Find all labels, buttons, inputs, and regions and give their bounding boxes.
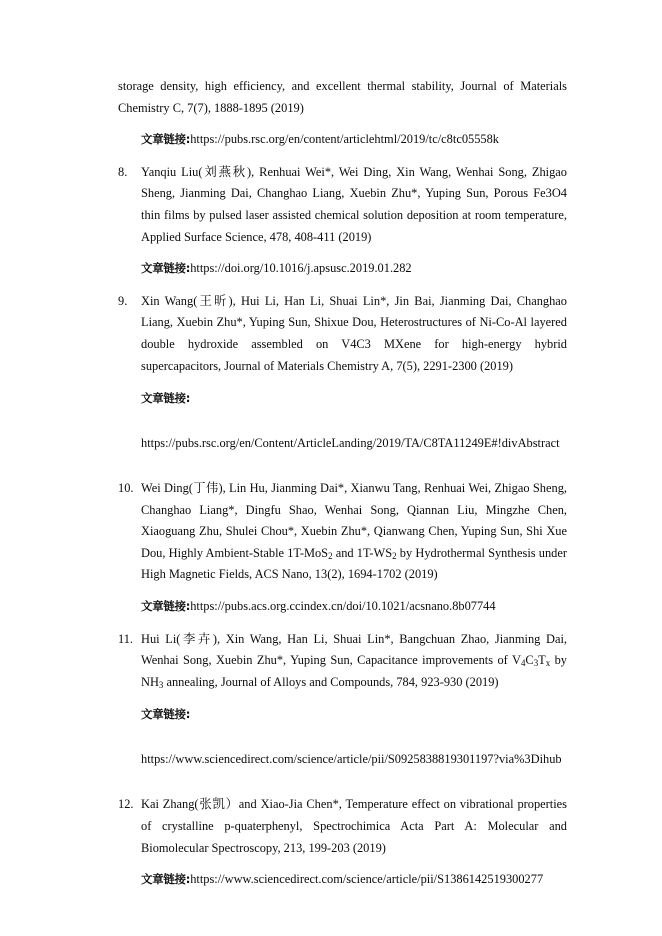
article-link-label: 文章链接 bbox=[141, 872, 186, 887]
article-link-separator: : bbox=[185, 132, 191, 147]
spacer bbox=[118, 859, 567, 869]
subscript: x bbox=[545, 658, 551, 669]
article-link-url[interactable]: https://pubs.rsc.org/en/Content/ArticleLanding/2019/TA/C8TA11249E#!divAbstract bbox=[141, 436, 560, 451]
list-item-number: 8. bbox=[118, 164, 128, 179]
spacer bbox=[118, 783, 567, 794]
document-body bbox=[118, 76, 567, 891]
list-item-text-part: C bbox=[525, 653, 534, 668]
list-item bbox=[118, 478, 567, 586]
list-item-text: Yanqiu Liu(刘燕秋), Renhuai Wei*, Wei Ding, Xin Wang, Wenhai Song, Zhigao Sheng, Jianming Dai, Changhao Liang, Xuebin Zhu*, Yuping Sun, Porous Fe3O4 thin films by pulsed laser assisted chemical solution deposition at room temperature, Applied Surface Science, 478, 408-411 (2019) bbox=[141, 164, 567, 244]
list-item-number: 9. bbox=[118, 293, 128, 308]
list-item-number: 12. bbox=[118, 797, 134, 812]
article-link-row bbox=[118, 869, 567, 891]
spacer bbox=[118, 410, 567, 421]
article-link-url[interactable]: https://pubs.acs.org.ccindex.cn/doi/10.1021/acsnano.8b07744 bbox=[190, 599, 496, 614]
article-link-url[interactable]: https://www.sciencedirect.com/science/article/pii/S0925838819301197?via%3Dihub bbox=[141, 752, 562, 767]
article-link-row bbox=[118, 258, 567, 280]
subscript: 3 bbox=[533, 658, 539, 669]
spacer bbox=[118, 377, 567, 388]
article-link-label: 文章链接 bbox=[141, 707, 186, 722]
article-link-separator: : bbox=[185, 707, 191, 722]
list-item-text-part: T bbox=[538, 653, 546, 668]
subscript: 2 bbox=[392, 551, 397, 562]
article-link-label: 文章链接 bbox=[141, 132, 186, 147]
list-item bbox=[118, 629, 567, 694]
article-link-row bbox=[118, 596, 567, 618]
list-item-text-part: annealing, Journal of Alloys and Compounds, 784, 923-930 (2019) bbox=[163, 674, 499, 689]
list-item-text: Xin Wang(王昕), Hui Li, Han Li, Shuai Lin*, Jin Bai, Jianming Dai, Changhao Liang, Xuebin Zhu*, Yuping Sun, Shixue Dou, Heterostructures of Ni-Co-Al layered double hydroxide assembled on V4C3 MXene for high-energy hybrid supercapacitors, Journal of Materials Chemistry A, 7(5), 2291-2300 (2019) bbox=[141, 293, 567, 373]
spacer bbox=[118, 726, 567, 737]
paragraph-continuation: storage density, high efficiency, and excellent thermal stability, Journal of Materials Chemistry C, 7(7), 1888-1895 (2019) bbox=[118, 79, 567, 115]
spacer bbox=[118, 467, 567, 478]
spacer bbox=[118, 119, 567, 129]
article-link-separator: : bbox=[185, 261, 191, 276]
article-link-separator: : bbox=[185, 872, 191, 887]
list-item-text-part: Wei Ding(丁伟), Lin Hu, Jianming Dai*, Xianwu Tang, Renhuai Wei, Zhigao Sheng, Changhao Liang*, Dingfu Shao, Wenhai Song, Qiannan Liu, Mingzhe Chen, Xiaoguang Zhu, Shulei Chou*, Xuebin Zhu*, Qianwang Chen, Yuping Sun, Shi Xue Dou, Highly Ambient-Stable 1T-MoS bbox=[141, 481, 567, 560]
article-link-label: 文章链接 bbox=[141, 261, 186, 276]
spacer bbox=[118, 693, 567, 704]
article-link-label: 文章链接 bbox=[141, 599, 186, 614]
list-item-text-part: by Hydrothermal Synthesis under High Magnetic Fields, ACS Nano, 13(2), 1694-1702 (2019) bbox=[141, 545, 567, 582]
subscript: 2 bbox=[328, 551, 333, 562]
spacer bbox=[118, 280, 567, 291]
article-link-row bbox=[118, 388, 567, 410]
list-item-text bbox=[141, 629, 567, 694]
subscript: 4 bbox=[520, 658, 526, 669]
list-item-text-part: Hui Li(李卉), Xin Wang, Han Li, Shuai Lin*, Bangchuan Zhao, Jianming Dai, Wenhai Song, Xuebin Zhu*, Yuping Sun, Capacitance improvements of V bbox=[141, 631, 567, 668]
article-link-separator: : bbox=[185, 599, 191, 614]
list-item-number: 10. bbox=[118, 481, 134, 496]
article-link-url[interactable]: https://www.sciencedirect.com/science/article/pii/S1386142519300277 bbox=[190, 872, 544, 887]
list-item-text-part: and 1T-WS bbox=[332, 545, 393, 560]
article-link-row bbox=[118, 704, 567, 726]
article-link-separator: : bbox=[185, 391, 191, 406]
list-item bbox=[118, 794, 567, 859]
article-link-label: 文章链接 bbox=[141, 391, 186, 406]
list-item bbox=[118, 291, 567, 377]
subscript: 3 bbox=[158, 680, 164, 691]
spacer bbox=[118, 618, 567, 629]
article-link-row bbox=[118, 129, 567, 151]
list-item bbox=[118, 162, 567, 248]
list-item-text-part: by NH bbox=[141, 653, 567, 689]
spacer bbox=[118, 586, 567, 596]
list-item-text bbox=[141, 478, 567, 586]
spacer bbox=[118, 248, 567, 258]
article-link-url[interactable]: https://doi.org/10.1016/j.apsusc.2019.01.282 bbox=[190, 261, 412, 276]
list-item-number: 11. bbox=[118, 631, 134, 646]
spacer bbox=[118, 151, 567, 162]
list-item-text: Kai Zhang(张凯）and Xiao-Jia Chen*, Temperature effect on vibrational properties of crystalline p-quaterphenyl, Spectrochimica Acta Part A: Molecular and Biomolecular Spectroscopy, 213, 199-203 (2019) bbox=[141, 797, 567, 855]
article-link-url[interactable]: https://pubs.rsc.org/en/content/articlehtml/2019/tc/c8tc05558k bbox=[190, 132, 499, 147]
